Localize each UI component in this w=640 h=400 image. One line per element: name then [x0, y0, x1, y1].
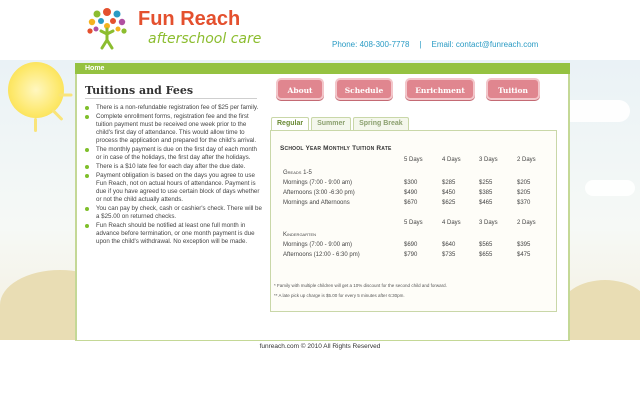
list-item: You can pay by check, cash or cashier's check. There will be a $25.00 on returned checks. [85, 205, 263, 221]
list-item: Payment obligation is based on the days you agree to use Fun Reach, not on actual hours of attendance. Payment is due if you have agreed to use certain block of days whether or not the child actually attends. [85, 172, 263, 205]
column-header: 3 Days [479, 157, 498, 163]
table-cell: $640 [442, 242, 456, 248]
footer-divider [75, 340, 570, 341]
tab-regular[interactable]: Regular [271, 117, 309, 130]
table-cell: $565 [479, 242, 493, 248]
table-cell: $475 [517, 252, 531, 258]
sun-ray [34, 118, 37, 132]
contact-email-link[interactable]: Email: contact@funreach.com [431, 40, 539, 49]
footer-copyright: funreach.com © 2010 All Rights Reserved [259, 343, 381, 350]
cloud-illustration [560, 100, 630, 122]
row-label: Mornings and Afternoons [283, 200, 350, 206]
table-row [283, 252, 548, 262]
table-row [283, 190, 548, 200]
row-label: Afternoons (12:00 - 6:30 pm) [283, 252, 360, 258]
group-label-row [283, 170, 548, 180]
table-cell: $655 [479, 252, 493, 258]
nav-home-link[interactable]: Home [85, 65, 105, 72]
table-row [283, 180, 548, 190]
brand-title[interactable]: Fun Reach [138, 8, 241, 30]
nav-bar [75, 63, 570, 74]
list-item: There is a non-refundable registration fee of $25 per family. [85, 104, 263, 112]
contact-phone: Phone: 408-300-7778 [332, 40, 410, 49]
rate-table-title: School Year Monthly Tuition Rate [280, 145, 392, 152]
discount-note: * Family with multiple children will get a 10% discount for the second child and forward. [274, 283, 447, 288]
column-header: 5 Days [404, 157, 423, 163]
schedule-button[interactable]: Schedule [335, 78, 393, 100]
column-header: 5 Days [404, 220, 423, 226]
table-cell: $205 [517, 190, 531, 196]
table-cell: $300 [404, 180, 418, 186]
table-header-row [283, 157, 548, 167]
table-cell: $735 [442, 252, 456, 258]
tab-summer[interactable]: Summer [311, 117, 351, 130]
title-divider [85, 98, 257, 99]
table-cell: $465 [479, 200, 493, 206]
list-item: The monthly payment is due on the first day of each month or in case of the holidays, the first day after the holidays. [85, 146, 263, 162]
about-button[interactable]: About [276, 78, 324, 100]
tab-spring-break[interactable]: Spring Break [353, 117, 409, 130]
table-header-row [283, 220, 548, 230]
table-cell: $670 [404, 200, 418, 206]
contact-info [332, 40, 538, 49]
row-label: Afternoons (3:00 -6:30 pm) [283, 190, 355, 196]
table-row [283, 232, 548, 242]
table-cell: $450 [442, 190, 456, 196]
row-label: Mornings (7:00 - 9:00 am) [283, 242, 353, 248]
enrichment-button[interactable]: Enrichment [405, 78, 475, 100]
column-header: 4 Days [442, 157, 461, 163]
list-item: Fun Reach should be notified at least one full month in advance before termination, or one month payment is due upon the child's withdrawal. No exception will be made. [85, 222, 263, 247]
row-label: Mornings (7:00 - 9:00 am) [283, 180, 353, 186]
column-header: 4 Days [442, 220, 461, 226]
table-row [283, 200, 548, 210]
tuition-rate-table [270, 130, 557, 312]
group-label: Kindergarten [283, 232, 317, 238]
hill-illustration [560, 280, 640, 340]
season-tabs [271, 117, 411, 130]
table-cell: $285 [442, 180, 456, 186]
table-cell: $255 [479, 180, 493, 186]
fun-reach-logo[interactable] [84, 4, 130, 50]
fees-list [85, 104, 263, 247]
page-title: Tuitions and Fees [85, 84, 194, 97]
table-cell: $490 [404, 190, 418, 196]
late-fee-note: ** A late pick up charge is $5.00 for every 5 minutes after 6:30pm. [274, 293, 405, 298]
table-row [283, 242, 548, 252]
table-cell: $625 [442, 200, 456, 206]
column-header: 2 Days [517, 220, 536, 226]
table-cell: $205 [517, 180, 531, 186]
column-header: 2 Days [517, 157, 536, 163]
group-label: Greads 1-5 [283, 170, 312, 176]
list-item: There is a $10 late fee for each day after the due date. [85, 163, 263, 171]
table-cell: $395 [517, 242, 531, 248]
table-cell: $790 [404, 252, 418, 258]
list-item: Complete enrollment forms, registration fee and the first tuition payment must be received one week prior to the child's first day of attendance. This would allow time to process the application and prepared for the child's arrival. [85, 113, 263, 146]
table-cell: $690 [404, 242, 418, 248]
tuition-button[interactable]: Tuition [486, 78, 540, 100]
sun-illustration [8, 62, 64, 118]
sun-ray [59, 94, 73, 97]
column-header: 3 Days [479, 220, 498, 226]
table-cell: $370 [517, 200, 531, 206]
brand-subtitle: afterschool care [148, 31, 262, 47]
contact-separator: | [419, 40, 422, 49]
table-cell: $385 [479, 190, 493, 196]
cloud-illustration [585, 180, 635, 196]
